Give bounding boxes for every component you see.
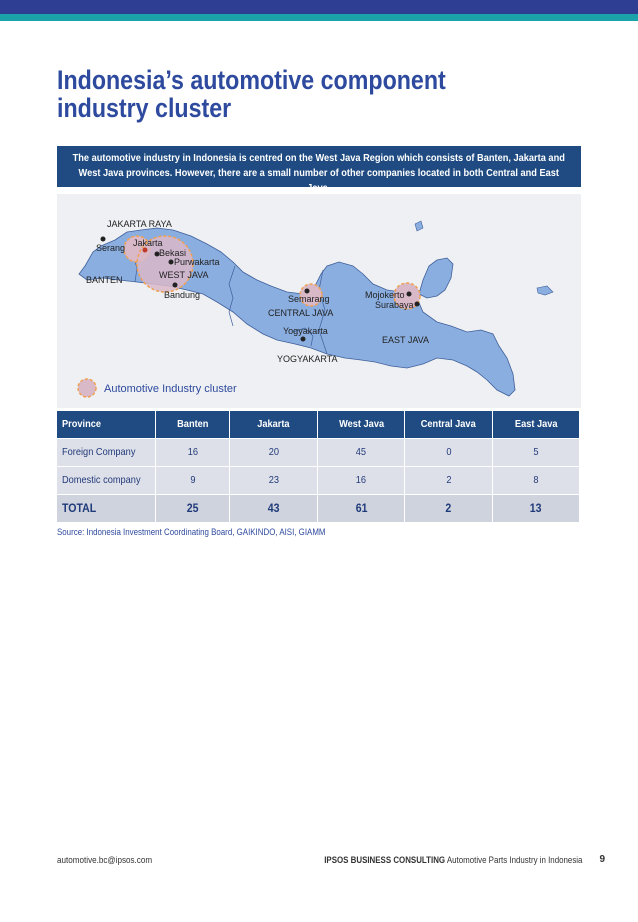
table-row xyxy=(57,466,580,494)
row-label: Domestic company xyxy=(57,466,156,494)
table-cell: 5 xyxy=(493,438,580,466)
row-label: Foreign Company xyxy=(57,438,156,466)
table-total-row xyxy=(57,494,580,522)
table-cell: 45 xyxy=(318,438,405,466)
footer-brand xyxy=(324,855,582,865)
header-accent-bar xyxy=(0,14,638,21)
table-cell: 25 xyxy=(156,494,230,522)
city-label-mojokerto: Mojokerto xyxy=(365,290,405,300)
small-island-shape xyxy=(537,286,553,295)
footer-report-title: Automotive Parts Industry in Indonesia xyxy=(446,855,582,865)
table-header-cell: Jakarta xyxy=(230,411,318,438)
city-label-semarang: Semarang xyxy=(288,294,330,304)
city-dot xyxy=(101,237,106,242)
table-cell: 2 xyxy=(405,466,493,494)
legend-label: Automotive Industry cluster xyxy=(104,383,237,395)
city-label-bekasi: Bekasi xyxy=(159,248,187,258)
footer-email-link[interactable]: automotive.bc@ipsos.com xyxy=(57,855,153,865)
table-header-cell: Banten xyxy=(156,411,230,438)
intro-text: The automotive industry in Indonesia is centred on the West Java Region which consists of Banten, Jakarta and West Java provinces. However, there are a small number of other companies located in both Central and East Java. xyxy=(72,152,566,194)
city-dot xyxy=(169,260,174,265)
table-cell: 16 xyxy=(318,466,405,494)
table-header-cell: West Java xyxy=(318,411,405,438)
city-label-serang: Serang xyxy=(96,243,126,253)
region-label-east-java: EAST JAVA xyxy=(382,335,430,345)
header-bar xyxy=(0,0,638,14)
region-label-central-java: CENTRAL JAVA xyxy=(268,308,334,318)
legend-cluster-icon xyxy=(78,379,96,397)
city-dot xyxy=(173,283,178,288)
company-count-table xyxy=(57,411,580,522)
java-map xyxy=(57,194,581,408)
table-cell: 2 xyxy=(405,494,493,522)
table-header-row xyxy=(57,411,580,438)
city-dot xyxy=(415,302,420,307)
table-cell: 9 xyxy=(156,466,230,494)
table-cell: 23 xyxy=(230,466,318,494)
table-cell: 0 xyxy=(405,438,493,466)
table-cell: 13 xyxy=(493,494,580,522)
table-header-cell: East Java xyxy=(493,411,580,438)
table-row xyxy=(57,438,580,466)
page-title: Indonesia’s automotive component industry cluster xyxy=(57,65,446,123)
table-cell: 8 xyxy=(493,466,580,494)
intro-box xyxy=(57,146,581,194)
region-label-yogyakarta: YOGYAKARTA xyxy=(277,354,338,364)
city-label-surabaya: Surabaya xyxy=(375,300,414,310)
region-label-jakarta-raya: JAKARTA RAYA xyxy=(107,219,172,229)
small-island-shape xyxy=(415,221,423,231)
city-label-purwakarta: Purwakarta xyxy=(174,257,220,267)
page-number: 9 xyxy=(599,854,605,865)
table-cell: 43 xyxy=(230,494,318,522)
city-dot xyxy=(305,289,310,294)
row-label: TOTAL xyxy=(57,494,156,522)
city-label-jakarta: Jakarta xyxy=(133,238,163,248)
footer-brand-name: IPSOS BUSINESS CONSULTING xyxy=(323,855,445,865)
madura-island-shape xyxy=(419,258,453,298)
table-cell: 20 xyxy=(230,438,318,466)
region-label-west-java: WEST JAVA xyxy=(159,270,209,280)
city-dot xyxy=(143,248,148,253)
table-header-cell: Province xyxy=(57,411,156,438)
city-dot xyxy=(301,337,306,342)
table-header-cell: Central Java xyxy=(405,411,493,438)
city-dot xyxy=(407,292,412,297)
table-cell: 16 xyxy=(156,438,230,466)
city-label-yogyakarta: Yogyakarta xyxy=(283,326,328,336)
java-map-svg xyxy=(57,194,581,408)
source-note: Source: Indonesia Investment Coordinating Board, GAIKINDO, AISI, GIAMM xyxy=(57,527,326,537)
table-cell: 61 xyxy=(318,494,405,522)
city-label-bandung: Bandung xyxy=(164,290,201,300)
region-label-banten: BANTEN xyxy=(86,275,123,285)
